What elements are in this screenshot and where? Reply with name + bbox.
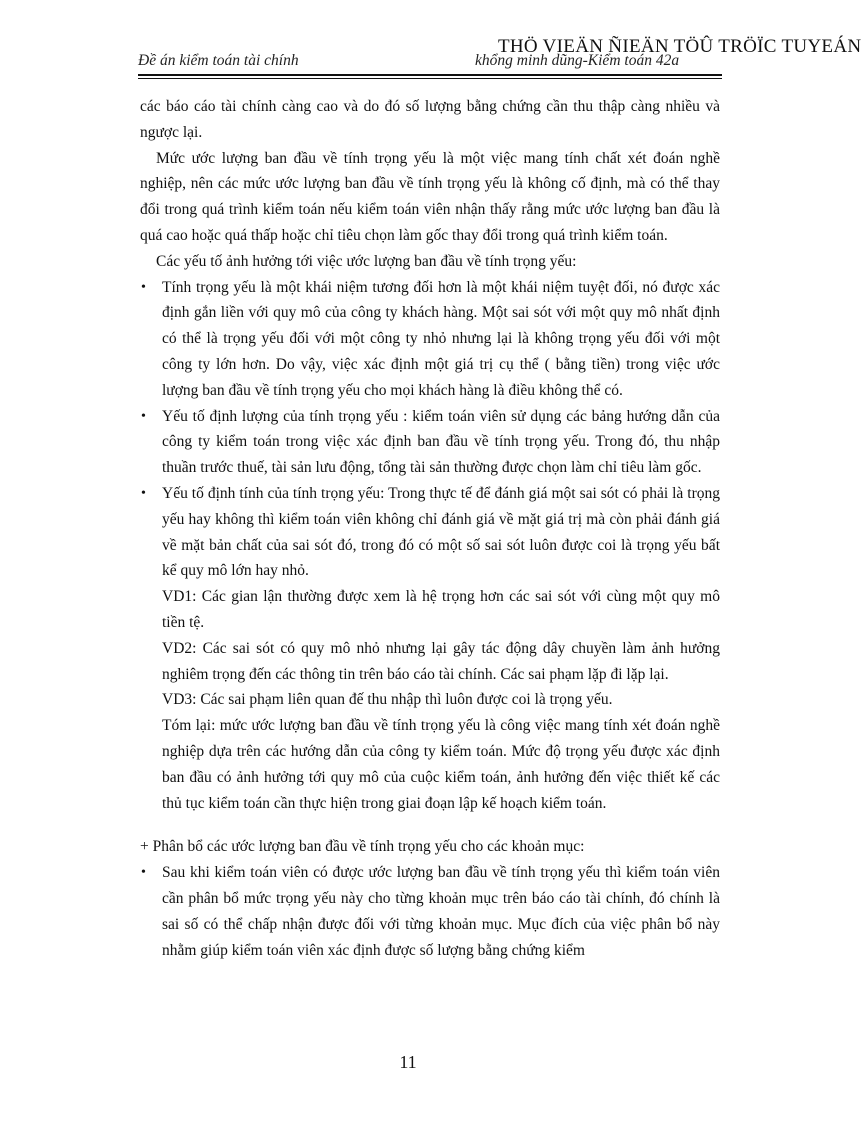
bullet-icon: • [141,279,146,295]
header-document-title: Đề án kiểm toán tài chính [138,52,299,69]
list-item-text: Yếu tố định tính của tính trọng yếu: Trong thực tế để đánh giá một sai sót có phải là trọng yếu hay không thì kiểm toán viên không chỉ đánh giá về mặt giá trị mà còn phải đánh giá về mặt bản chất của sai sót đó, trong đó có một số sai sót luôn được coi là trọng yếu bất kể quy mô lớn hay nhỏ. [162,484,720,580]
list-item-text: Tính trọng yếu là một khái niệm tương đối hơn là một khái niệm tuyệt đối, nó được xác định gắn liền với quy mô của công ty khách hàng. Một sai sót với một quy mô nhất định có thể là trọng yếu đối với một công ty nhỏ nhưng lại là không trọng yếu đối với một công ty lớn hơn. Do vậy, việc xác định một giá trị cụ thể ( bằng tiền) trong việc ước lượng ban đầu về tính trọng yếu cho mọi khách hàng là điều không thể có. [162,278,720,399]
list-item [140,860,720,963]
section-heading-allocation: + Phân bổ các ước lượng ban đầu về tính trọng yếu cho các khoản mục: [140,838,585,856]
header-rule-thick [138,74,722,76]
page-number: 11 [399,1052,417,1072]
header-rule-thin [138,78,722,79]
list-item [140,404,720,481]
allocation-list [140,860,720,963]
paragraph-continuation: các báo cáo tài chính càng cao và do đó số lượng bằng chứng cần thu thập càng nhiều và ngược lại. [140,98,720,141]
summary-paragraph: Tóm lại: mức ước lượng ban đầu về tính trọng yếu là công việc mang tính xét đoán nghề nghiệp dựa trên các hướng dẫn của công ty kiểm toán. Mức độ trọng yếu được xác định ban đầu có ảnh hưởng tới quy mô của cuộc kiểm toán, ảnh hưởng đến việc thiết kế các thủ tục kiểm toán cần thực hiện trong giai đoạn lập kế hoạch kiểm toán. [162,717,720,812]
example-3: VD3: Các sai phạm liên quan đế thu nhập thì luôn được coi là trọng yếu. [162,691,613,709]
bullet-icon: • [141,485,146,501]
paragraph-factors-intro: Các yếu tố ảnh hưởng tới việc ước lượng ban đầu về tính trọng yếu: [156,252,577,270]
list-item-text: Yếu tố định lượng của tính trọng yếu : kiểm toán viên sử dụng các bảng hướng dẫn của công ty kiểm toán trong việc xác định ban đầu về tính trọng yếu. Trong đó, thu nhập thuần trước thuế, tài sản lưu động, tổng tài sản thường được chọn làm chỉ tiêu làm gốc. [162,407,720,477]
library-watermark: THÖ VIEÄN ÑIEÄN TÖÛ TRÖÏC TUYEÁN [498,36,861,57]
page-body [140,94,720,963]
list-item [140,481,720,584]
list-item-text: Sau khi kiểm toán viên có được ước lượng ban đầu về tính trọng yếu thì kiểm toán viên cần phân bổ mức trọng yếu này cho từng khoản mục trên báo cáo tài chính, đó chính là sai số có thể chấp nhận được đối với từng khoản mục. Mục đích của việc phân bổ này nhằm giúp kiểm toán viên xác định được số lượng bằng chứng kiểm [162,864,720,959]
paragraph-initial-estimate: Mức ước lượng ban đầu về tính trọng yếu là một việc mang tính chất xét đoán nghề nghiệp, nên các mức ước lượng ban đầu về tính trọng yếu là không cố định, mà có thể thay đổi trong quá trình kiểm toán nếu kiểm toán viên nhận thấy rằng mức ước lượng ban đầu là quá cao hoặc quá thấp hoặc chỉ tiêu chọn làm gốc thay đổi trong quá trình kiểm toán. [140,149,720,244]
factors-list [140,275,720,585]
bullet-icon: • [141,408,146,424]
bullet-icon: • [141,865,146,881]
header-author: khổng minh dũng-Kiểm toán 42a [475,52,680,69]
page-header [136,28,861,74]
list-item [140,275,720,404]
example-1: VD1: Các gian lận thường được xem là hệ trọng hơn các sai sót với cùng một quy mô tiền tệ. [162,588,720,631]
example-2: VD2: Các sai sót có quy mô nhỏ nhưng lại gây tác động dây chuyền làm ảnh hưởng nghiêm trọng đến các thông tin trên báo cáo tài chính. Các sai phạm lặp đi lặp lại. [162,639,720,683]
